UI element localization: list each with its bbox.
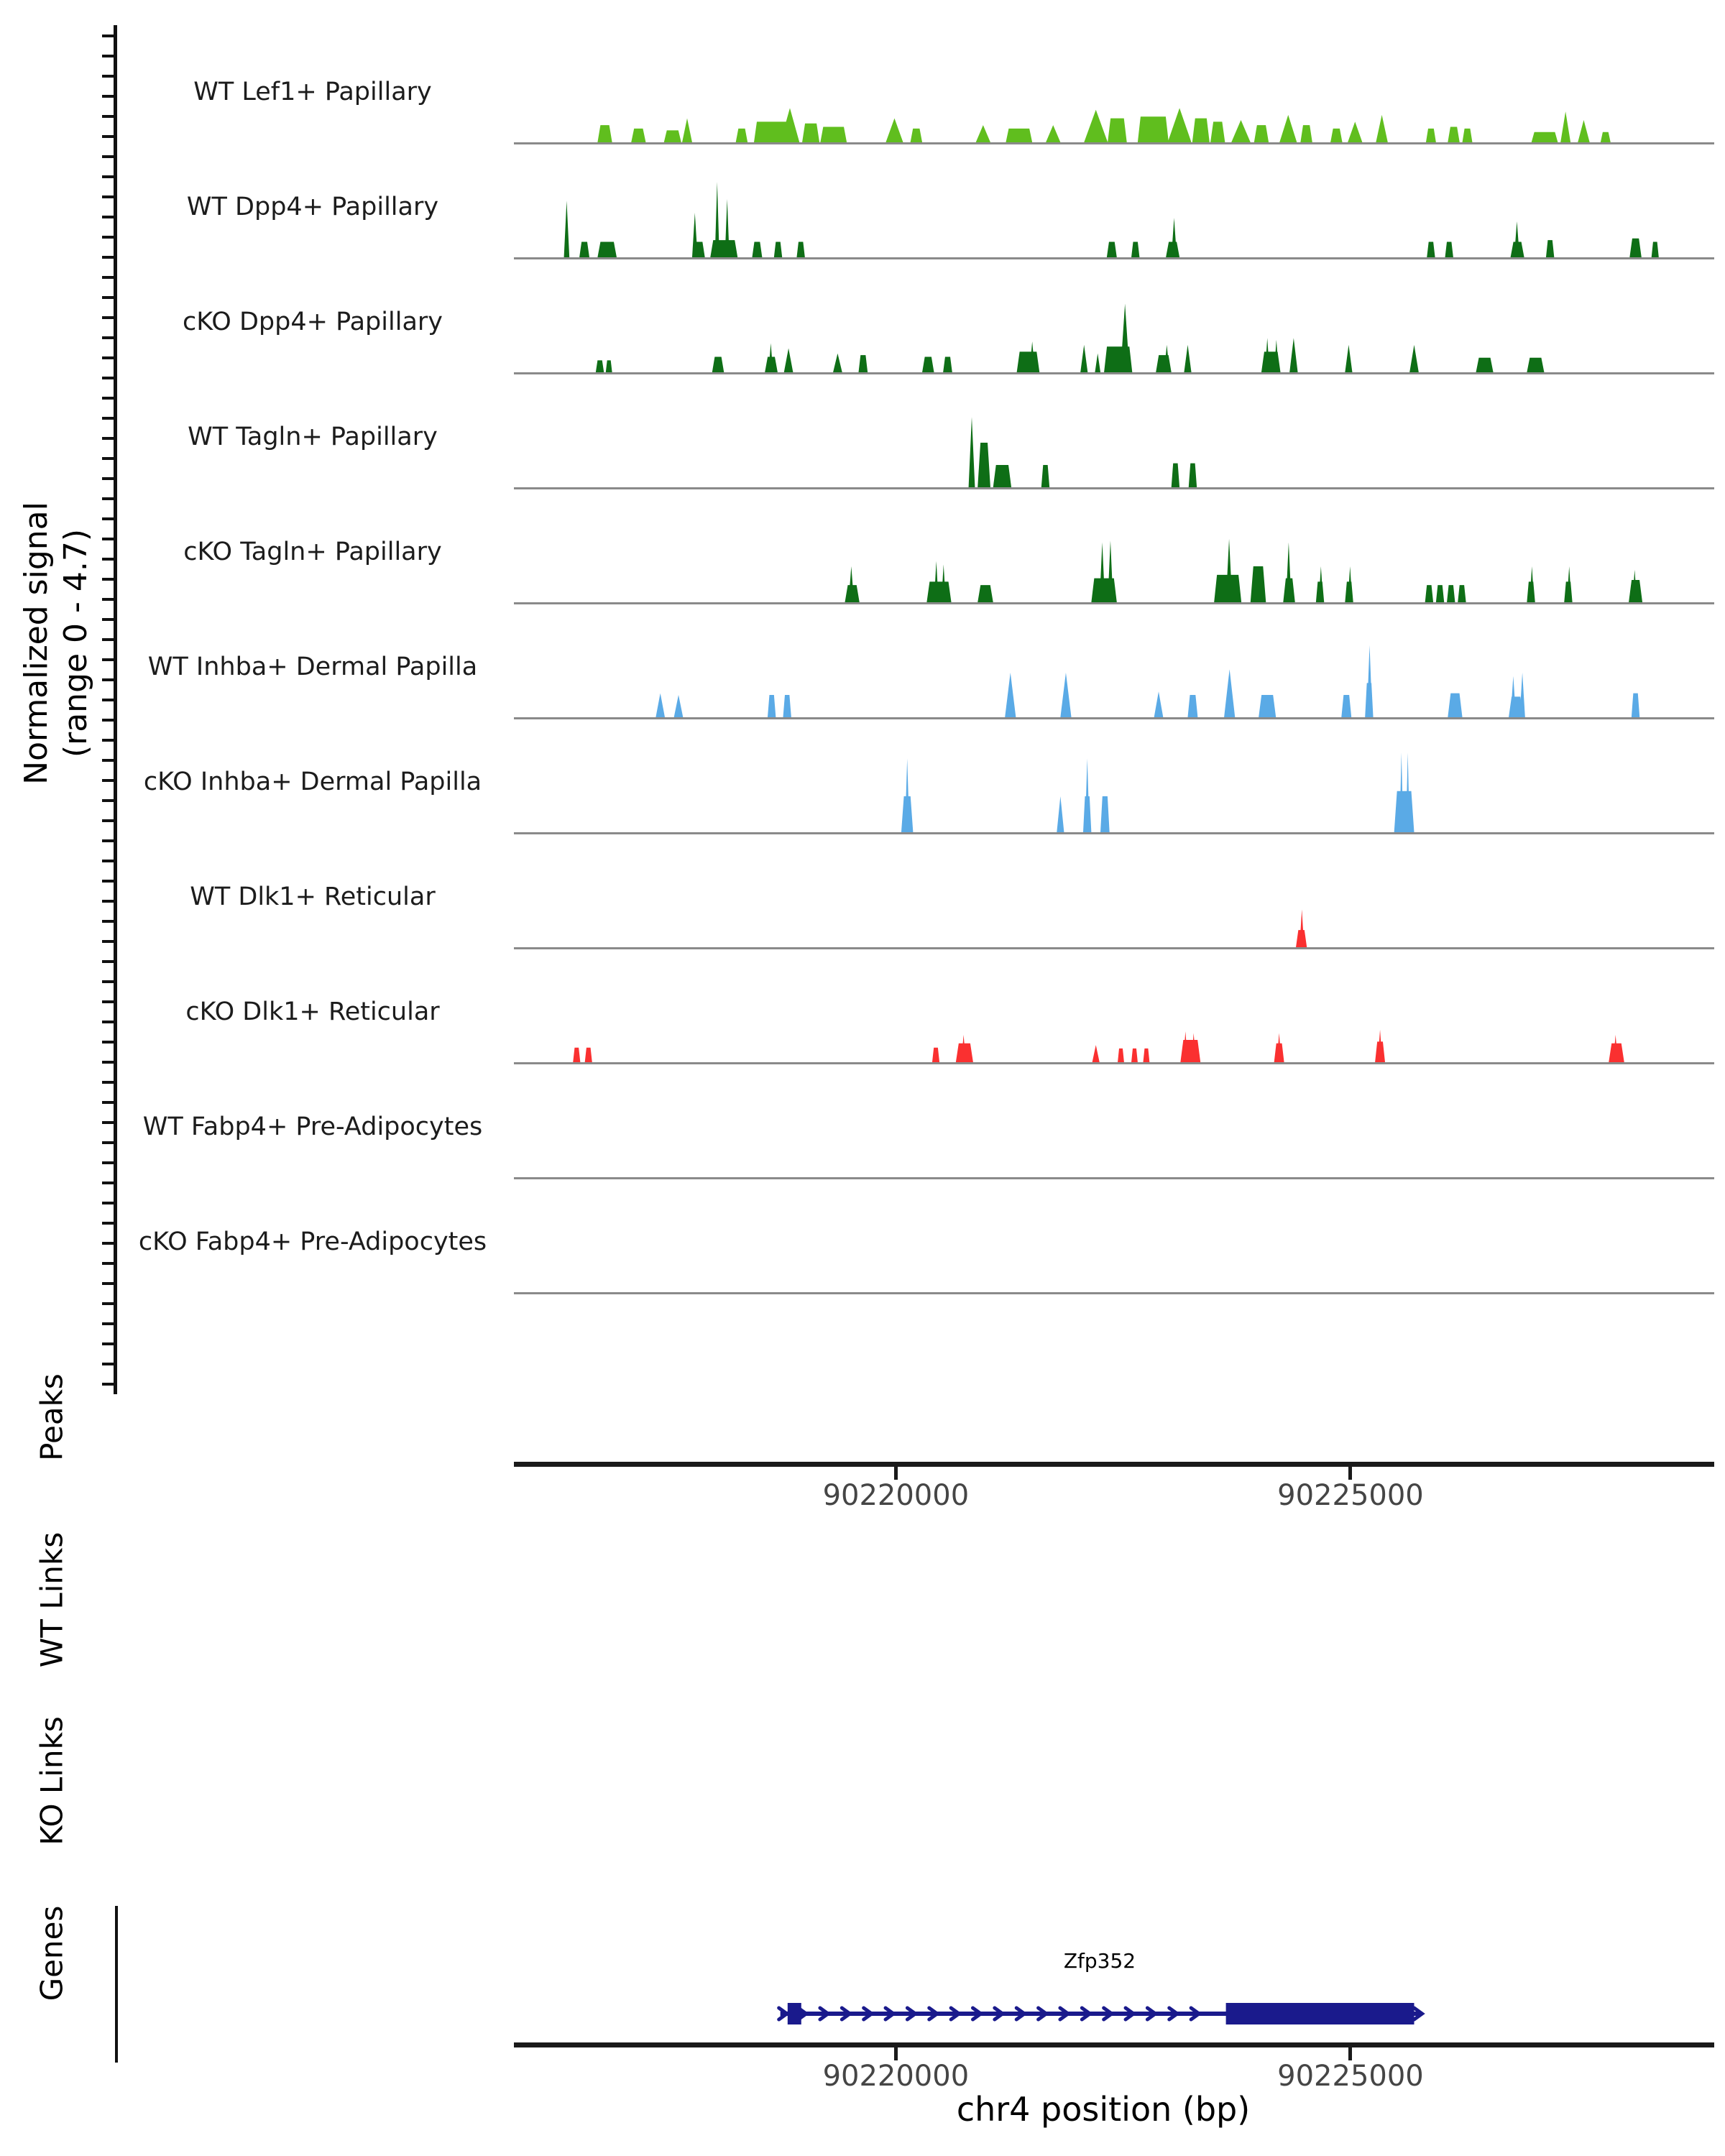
- signal-axis-minor-tick: [102, 256, 114, 259]
- signal-axis-minor-tick: [102, 1302, 114, 1305]
- signal-axis-minor-tick: [102, 940, 114, 943]
- axis2-line: [514, 2042, 1714, 2047]
- genome-axis-tick-label: 90220000: [822, 2060, 970, 2093]
- signal-axis-minor-tick: [102, 839, 114, 842]
- signal-axis-minor-tick: [102, 1262, 114, 1265]
- signal-axis-minor-tick: [102, 356, 114, 359]
- track-signal-cko-dlk1-reticular: [514, 975, 1714, 1064]
- signal-axis-minor-tick: [102, 799, 114, 802]
- axis1-line: [514, 1462, 1714, 1467]
- signal-axis-minor-tick: [102, 175, 114, 178]
- genome-axis-tick-label: 90220000: [822, 1479, 970, 1512]
- signal-axis-minor-tick: [102, 880, 114, 883]
- signal-axis-minor-tick: [102, 417, 114, 420]
- signal-axis-minor-tick: [102, 1101, 114, 1104]
- track-signal-wt-lef1-papillary: [514, 55, 1714, 144]
- signal-axis-minor-tick: [102, 115, 114, 118]
- genome-axis-tick: [894, 2047, 898, 2060]
- signal-axis-minor-tick: [102, 719, 114, 722]
- track-label-wt-tagln-papillary: WT Tagln+ Papillary: [188, 423, 438, 451]
- signal-axis-minor-tick: [102, 759, 114, 762]
- signal-axis-minor-tick: [102, 678, 114, 681]
- genome-axis-tick-label: 90225000: [1277, 2060, 1424, 2093]
- signal-axis-minor-tick: [102, 397, 114, 400]
- x-axis-title: chr4 position (bp): [956, 2090, 1251, 2129]
- gene-name-label: Zfp352: [1063, 1949, 1136, 1973]
- signal-axis-minor-tick: [102, 1141, 114, 1144]
- signal-axis-minor-tick: [102, 34, 114, 37]
- signal-axis-minor-tick: [102, 638, 114, 641]
- signal-axis-minor-tick: [102, 1342, 114, 1345]
- signal-axis-minor-tick: [102, 1081, 114, 1084]
- track-label-cko-fabp4-pre-adipocytes: cKO Fabp4+ Pre-Adipocytes: [138, 1227, 487, 1256]
- y-axis-title-line1: Normalized signal: [18, 502, 55, 785]
- track-label-cko-dpp4-papillary: cKO Dpp4+ Papillary: [183, 308, 443, 336]
- track-label-cko-inhba-dermal-papilla: cKO Inhba+ Dermal Papilla: [143, 768, 482, 796]
- track-signal-wt-fabp4-pre-adipocytes: [514, 1090, 1714, 1179]
- signal-axis-minor-tick: [102, 900, 114, 903]
- signal-axis-minor-tick: [102, 1282, 114, 1285]
- signal-axis-minor-tick: [102, 960, 114, 963]
- track-label-wt-inhba-dermal-papilla: WT Inhba+ Dermal Papilla: [147, 653, 478, 681]
- track-label-wt-dpp4-papillary: WT Dpp4+ Papillary: [186, 193, 439, 221]
- signal-axis-minor-tick: [102, 497, 114, 500]
- signal-axis-minor-tick: [102, 538, 114, 540]
- signal-axis-minor-tick: [102, 1021, 114, 1023]
- genome-axis-tick-label: 90225000: [1277, 1479, 1424, 1512]
- signal-axis-minor-tick: [102, 1363, 114, 1365]
- signal-axis-minor-tick: [102, 1383, 114, 1386]
- track-label-cko-dlk1-reticular: cKO Dlk1+ Reticular: [185, 998, 440, 1026]
- signal-axis-minor-tick: [102, 155, 114, 158]
- signal-axis-minor-tick: [102, 1000, 114, 1003]
- signal-axis-minor-tick: [102, 316, 114, 319]
- genome-axis-tick: [894, 1467, 898, 1480]
- signal-axis-minor-tick: [102, 860, 114, 862]
- signal-axis-minor-tick: [102, 779, 114, 782]
- signal-axis-minor-tick: [102, 1242, 114, 1245]
- track-label-wt-lef1-papillary: WT Lef1+ Papillary: [193, 78, 432, 106]
- track-signal-wt-dlk1-reticular: [514, 860, 1714, 949]
- signal-axis-minor-tick: [102, 195, 114, 198]
- section-label-genes: Genes: [34, 1905, 70, 2001]
- track-label-wt-dlk1-reticular: WT Dlk1+ Reticular: [190, 883, 436, 911]
- track-signal-wt-inhba-dermal-papilla: [514, 630, 1714, 719]
- signal-axis-minor-tick: [102, 236, 114, 239]
- signal-axis-minor-tick: [102, 980, 114, 983]
- signal-axis-minor-tick: [102, 618, 114, 621]
- signal-axis-minor-tick: [102, 336, 114, 339]
- signal-axis-minor-tick: [102, 55, 114, 57]
- gene-model-zfp352: [514, 1992, 1714, 2037]
- signal-axis-minor-tick: [102, 1041, 114, 1044]
- signal-axis-minor-tick: [102, 276, 114, 279]
- signal-axis-minor-tick: [102, 1222, 114, 1225]
- signal-axis-minor-tick: [102, 377, 114, 379]
- track-signal-cko-fabp4-pre-adipocytes: [514, 1205, 1714, 1294]
- section-label-wt-links: WT Links: [34, 1531, 70, 1668]
- signal-axis-minor-tick: [102, 558, 114, 561]
- signal-axis-minor-tick: [102, 658, 114, 661]
- signal-axis-minor-tick: [102, 1181, 114, 1184]
- signal-axis-minor-tick: [102, 920, 114, 923]
- signal-axis-minor-tick: [102, 216, 114, 218]
- signal-axis-minor-tick: [102, 75, 114, 78]
- y-axis-title-line2: (range 0 - 4.7): [58, 528, 94, 758]
- signal-axis-minor-tick: [102, 578, 114, 581]
- signal-axis-minor-tick: [102, 135, 114, 138]
- signal-axis-line: [114, 25, 117, 1394]
- signal-axis-minor-tick: [102, 1322, 114, 1325]
- signal-axis-minor-tick: [102, 457, 114, 460]
- section-label-peaks: Peaks: [34, 1373, 70, 1461]
- track-signal-cko-tagln-papillary: [514, 515, 1714, 604]
- genome-axis-tick: [1348, 1467, 1352, 1480]
- signal-axis-minor-tick: [102, 1121, 114, 1124]
- section-label-ko-links: KO Links: [34, 1716, 70, 1846]
- genome-axis-tick: [1348, 2047, 1352, 2060]
- signal-axis-minor-tick: [102, 296, 114, 299]
- signal-axis-minor-tick: [102, 477, 114, 480]
- signal-axis-minor-tick: [102, 1161, 114, 1164]
- signal-axis-minor-tick: [102, 819, 114, 822]
- signal-axis-minor-tick: [102, 739, 114, 742]
- track-signal-wt-tagln-papillary: [514, 400, 1714, 489]
- signal-axis-minor-tick: [102, 437, 114, 440]
- signal-axis-minor-tick: [102, 598, 114, 601]
- y-axis-title: [17, 502, 96, 785]
- signal-axis-minor-tick: [102, 517, 114, 520]
- genes-bracket-line: [115, 1906, 118, 2063]
- signal-axis-minor-tick: [102, 1061, 114, 1064]
- track-label-cko-tagln-papillary: cKO Tagln+ Papillary: [183, 538, 442, 566]
- track-label-wt-fabp4-pre-adipocytes: WT Fabp4+ Pre-Adipocytes: [142, 1112, 483, 1141]
- signal-axis-minor-tick: [102, 95, 114, 98]
- track-signal-wt-dpp4-papillary: [514, 170, 1714, 259]
- signal-axis-minor-tick: [102, 1202, 114, 1204]
- signal-axis-minor-tick: [102, 699, 114, 701]
- track-signal-cko-dpp4-papillary: [514, 285, 1714, 374]
- track-signal-cko-inhba-dermal-papilla: [514, 745, 1714, 834]
